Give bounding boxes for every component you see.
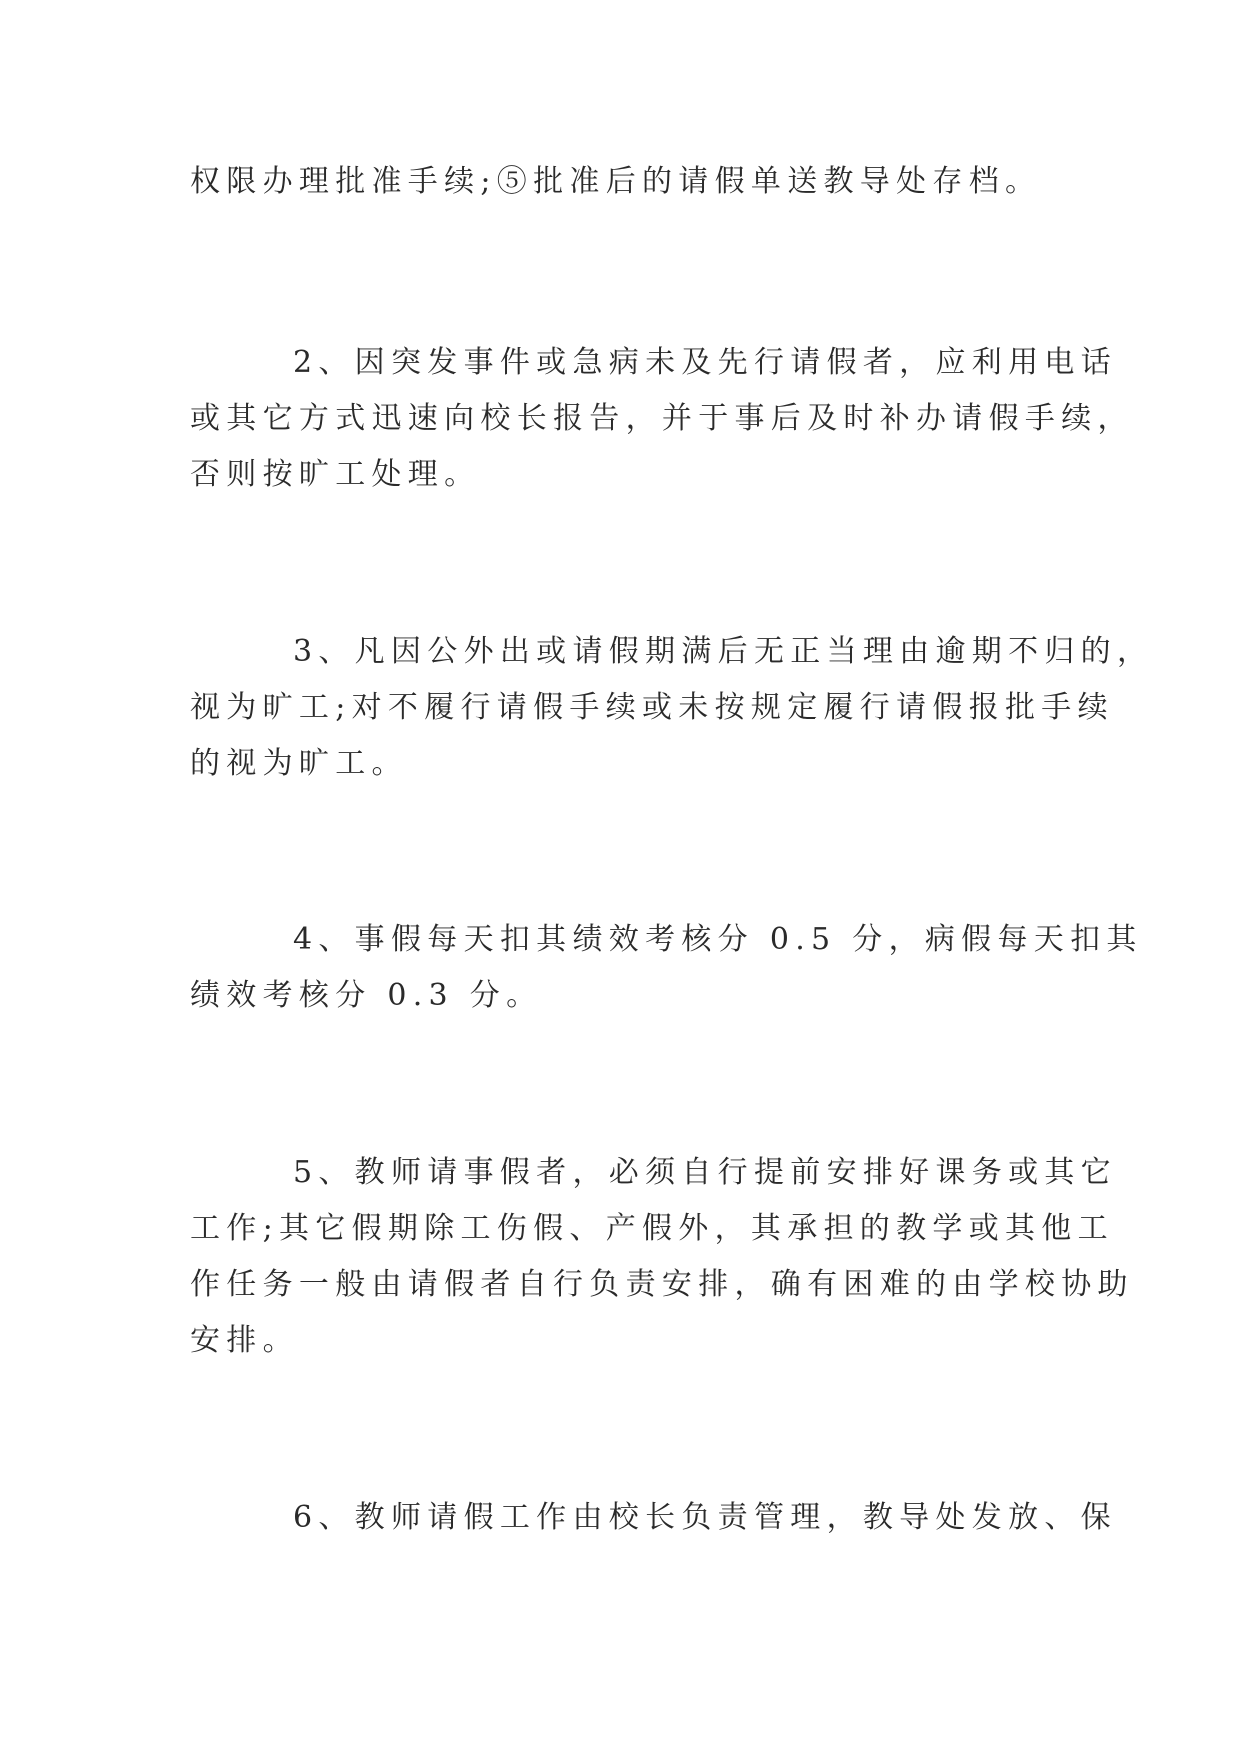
paragraph-2-line-1: 2、因突发事件或急病未及先行请假者，应利用电话 [293,345,1117,380]
paragraph-5-line-3: 作任务一般由请假者自行负责安排，确有困难的由学校协助 [190,1267,1134,1302]
paragraph-4-line-1: 4、事假每天扣其绩效考核分 0.5 分，病假每天扣其 [293,922,1143,957]
paragraph-3-line-3: 的视为旷工。 [190,746,408,781]
paragraph-4-line-2: 绩效考核分 0.3 分。 [190,978,543,1013]
paragraph-6-line-1: 6、教师请假工作由校长负责管理，教导处发放、保 [293,1500,1117,1535]
paragraph-3-line-2: 视为旷工;对不履行请假手续或未按规定履行请假报批手续 [190,690,1114,725]
paragraph-5-line-4: 安排。 [190,1323,299,1358]
paragraph-5-line-1: 5、教师请事假者，必须自行提前安排好课务或其它 [293,1155,1117,1190]
paragraph-2-line-3: 否则按旷工处理。 [190,457,481,492]
paragraph-5-line-2: 工作;其它假期除工伤假、产假外，其承担的教学或其他工 [190,1211,1114,1246]
paragraph-3-line-1: 3、凡因公外出或请假期满后无正当理由逾期不归的， [293,634,1154,669]
paragraph-2-line-2: 或其它方式迅速向校长报告，并于事后及时补办请假手续， [190,401,1134,436]
paragraph-1-line-1: 权限办理批准手续;⑤批准后的请假单送教导处存档。 [190,164,1042,199]
